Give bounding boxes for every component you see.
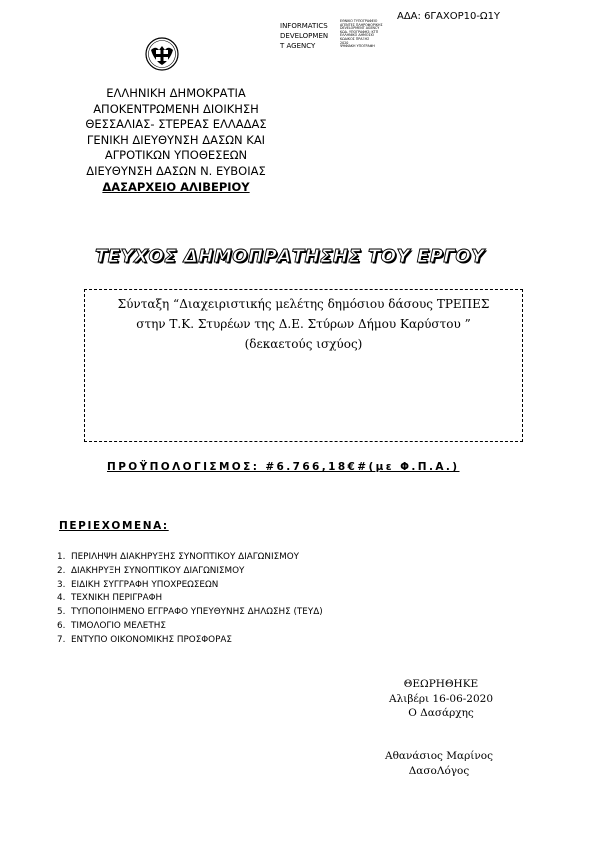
- list-item-text: ΤΥΠΟΠΟΙΗΜΕΝΟ ΕΓΓΡΑΦΟ ΥΠΕΥΘΥΝΗΣ ΔΗΛΩΣΗΣ (ΤΕΥΔ): [71, 607, 323, 618]
- watermark-small-line: ΑΓΕΝΤΕΣ ΠΛΗΡΟΦΟΡΙΚΗΣ: [340, 22, 383, 27]
- issuing-authority-header: [60, 86, 292, 195]
- approval-block: [371, 677, 511, 721]
- list-item-number: 5.: [57, 607, 66, 618]
- list-item-text: ΕΙΔΙΚΗ ΣΥΓΓΡΑΦΗ ΥΠΟΧΡΕΩΣΕΩΝ: [71, 579, 219, 590]
- list-item: [57, 620, 323, 634]
- signatory-block: [369, 749, 509, 778]
- greek-coat-of-arms-icon: [145, 37, 179, 71]
- forestry-office: ΔΑΣΑΡΧΕΙΟ ΑΛΙΒΕΡΙΟΥ: [102, 179, 250, 194]
- project-description-line: στην Τ.Κ. Στυρέων της Δ.Ε. Στύρων Δήμου Καρύστου ”: [136, 317, 471, 331]
- list-item: [57, 565, 323, 579]
- list-item-number: 7.: [57, 634, 66, 645]
- list-item-number: 4.: [57, 593, 66, 604]
- project-description-line: (δεκαετούς ισχύος): [244, 337, 363, 351]
- watermark-small-line: ΕΛΛΗΝΙΚΟ ΔΗΜΟΣΙΟ: [340, 33, 375, 38]
- signatory-title: ΔασοΛόγος: [408, 764, 470, 777]
- watermark-small-text: [340, 20, 383, 49]
- ada-code: ΑΔΑ: 6ΓΑΧΟΡ10-Ω1Υ: [397, 11, 501, 22]
- list-item-text: ΠΕΡΙΛΗΨΗ ΔΙΑΚΗΡΥΞΗΣ ΣΥΝΟΠΤΙΚΟΥ ΔΙΑΓΩΝΙΣΜΟΥ: [71, 552, 300, 562]
- watermark-line: INFORMATICS: [280, 22, 328, 30]
- list-item-text: ΔΙΑΚΗΡΥΞΗ ΣΥΝΟΠΤΙΚΟΥ ΔΙΑΓΩΝΙΣΜΟΥ: [71, 565, 245, 576]
- approval-role: Ο Δασάρχης: [408, 707, 474, 719]
- watermark-small-line: ΨΗΦΙΑΚΗ ΥΠΟΓΡΑΦΗ: [340, 44, 375, 49]
- header-line: ΔΙΕΥΘΥΝΣΗ ΔΑΣΩΝ Ν. ΕΥΒΟΙΑΣ: [86, 163, 266, 178]
- signatory-name: Αθανάσιος Μαρίνος: [384, 750, 493, 762]
- project-description: [84, 294, 523, 354]
- contents-heading: ΠΕΡΙΕΧΟΜΕΝΑ:: [59, 520, 169, 532]
- header-line: ΑΓΡΟΤΙΚΩΝ ΥΠΟΘΕΣΕΩΝ: [104, 148, 248, 163]
- watermark-line: T AGENCY: [280, 42, 316, 50]
- approval-status: ΘΕΩΡΗΘΗΚΕ: [403, 678, 479, 690]
- project-description-line: Σύνταξη “Διαχειριστικής μελέτης δημόσιου δάσους ΤΡΕΠΕΣ: [117, 297, 490, 311]
- list-item-number: 6.: [57, 620, 66, 631]
- list-item-number: 2.: [57, 565, 66, 576]
- header-line: ΘΕΣΣΑΛΙΑΣ- ΣΤΕΡΕΑΣ ΕΛΛΑΔΑΣ: [85, 117, 267, 132]
- budget-line: ΠΡΟΫΠΟΛΟΓΙΣΜΟΣ: #6.766,18€#(με Φ.Π.Α.): [107, 461, 460, 473]
- list-item: [57, 592, 323, 606]
- approval-place-date: Αλιβέρι 16-06-2020: [388, 692, 494, 705]
- header-line: ΑΠΟΚΕΝΤΡΩΜΕΝΗ ΔΙΟΙΚΗΣΗ: [93, 101, 259, 116]
- list-item-number: 1.: [57, 552, 66, 562]
- header-line: ΓΕΝΙΚΗ ΔΙΕΥΘΥΝΣΗ ΔΑΣΩΝ ΚΑΙ: [86, 132, 266, 147]
- header-line: ΕΛΛΗΝΙΚΗ ΔΗΜΟΚΡΑΤΙΑ: [106, 86, 246, 100]
- list-item: [57, 606, 323, 620]
- list-item-number: 3.: [57, 579, 66, 590]
- watermark-small-line: ΚΩΔΙΚΟΣ ΠΡΑΞΗΣ: [340, 36, 370, 41]
- watermark-small-line: DEVELOPMENT AGENCY: [340, 26, 380, 31]
- watermark-logo-text: [280, 21, 328, 51]
- list-item-text: ΤΕΧΝΙΚΗ ΠΕΡΙΓΡΑΦΗ: [71, 593, 163, 604]
- list-item: [57, 579, 323, 593]
- watermark-small-line: 2020: [340, 40, 349, 45]
- watermark-line: DEVELOPMEN: [280, 32, 329, 40]
- list-item-text: ΤΙΜΟΛΟΓΙΟ ΜΕΛΕΤΗΣ: [71, 620, 166, 631]
- watermark-small-line: ΕΘΝΙΚΟ ΤΥΠΟΓΡΑΦΕΙΟ: [340, 19, 378, 23]
- watermark-small-line: ΚΩΔ. ΥΠΟΓΡΑΦΗΣ: ΚΤΠ: [340, 29, 379, 34]
- contents-list: [57, 551, 323, 648]
- list-item-text: ΕΝΤΥΠΟ ΟΙΚΟΝΟΜΙΚΗΣ ΠΡΟΣΦΟΡΑΣ: [71, 634, 232, 645]
- list-item: [57, 551, 323, 565]
- list-item: [57, 634, 323, 648]
- document-title: ΤΕΥΧΟΣ ΔΗΜΟΠΡΑΤΗΣΗΣ ΤΟΥ ΕΡΓΟΥ: [95, 246, 485, 267]
